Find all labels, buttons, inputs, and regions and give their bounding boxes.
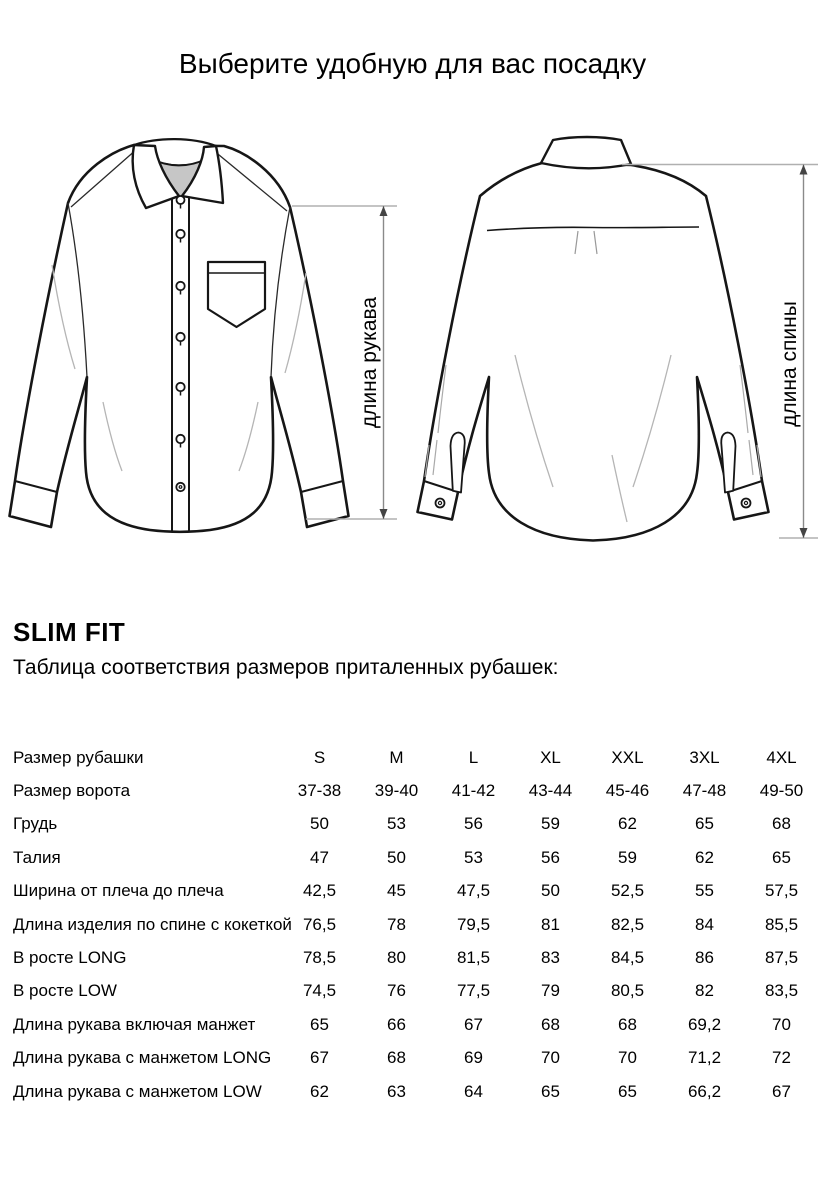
row-label: Длина рукава с манжетом LONG [13, 1048, 272, 1068]
table-cell: 85,5 [764, 914, 799, 934]
table-cell: 80,5 [610, 981, 645, 1001]
table-cell: 62 [618, 814, 637, 834]
table-cell: 47,5 [456, 881, 491, 901]
table-cell: 82 [695, 981, 714, 1001]
table-cell: 47 [310, 847, 329, 867]
table-cell: 66 [387, 1014, 406, 1034]
table-cell: 86 [695, 948, 714, 968]
table-cell: 59 [541, 814, 560, 834]
table-cell: 68 [772, 814, 791, 834]
table-cell: 81,5 [456, 948, 491, 968]
table-cell: 45 [387, 881, 406, 901]
table-cell: XXL [611, 747, 644, 767]
table-cell: 84 [695, 914, 714, 934]
table-cell: 76 [387, 981, 406, 1001]
table-cell: 50 [387, 847, 406, 867]
table-row [13, 841, 823, 874]
table-cell: XL [540, 747, 561, 767]
table-cell: 69 [464, 1048, 483, 1068]
table-cell: 72 [772, 1048, 791, 1068]
cuff-placket [721, 433, 735, 493]
table-cell: 41-42 [451, 781, 496, 801]
table-cell: 77,5 [456, 981, 491, 1001]
table-cell: 49-50 [759, 781, 804, 801]
table-cell: 78,5 [302, 948, 337, 968]
table-cell: 68 [387, 1048, 406, 1068]
table-row [13, 741, 823, 774]
table-cell: 69,2 [687, 1014, 722, 1034]
section-heading-slim-fit: SLIM FIT [13, 617, 126, 647]
cuff-placket [451, 433, 465, 493]
table-cell: 70 [618, 1048, 637, 1068]
row-label: Длина рукава с манжетом LOW [13, 1081, 262, 1101]
table-cell: 66,2 [687, 1081, 722, 1101]
table-row [13, 1008, 823, 1041]
table-cell: 39-40 [374, 781, 419, 801]
table-cell: 71,2 [687, 1048, 722, 1068]
row-label: Размер рубашки [13, 747, 144, 767]
table-cell: 82,5 [610, 914, 645, 934]
table-cell: 53 [387, 814, 406, 834]
table-cell: 50 [541, 881, 560, 901]
table-cell: 67 [464, 1014, 483, 1034]
table-cell: 47-48 [682, 781, 727, 801]
page-title: Выберите удобную для вас посадку [178, 48, 647, 79]
table-row [13, 1042, 823, 1075]
table-cell: 43-44 [528, 781, 573, 801]
table-cell: 57,5 [764, 881, 799, 901]
row-label: Грудь [13, 814, 58, 834]
arrow-down-icon [800, 528, 808, 538]
arrow-down-icon [380, 509, 388, 519]
table-cell: 45-46 [605, 781, 650, 801]
table-cell: 67 [310, 1048, 329, 1068]
shirt-fit-diagram [0, 115, 825, 570]
table-cell: 79 [541, 981, 560, 1001]
table-cell: 63 [387, 1081, 406, 1101]
table-cell: 76,5 [302, 914, 337, 934]
table-cell: 65 [541, 1081, 560, 1101]
table-cell: 53 [464, 847, 483, 867]
back-shirt-drawing [418, 137, 769, 541]
table-cell: 65 [310, 1014, 329, 1034]
table-cell: 70 [541, 1048, 560, 1068]
table-cell: 65 [618, 1081, 637, 1101]
table-cell: 87,5 [764, 948, 799, 968]
table-cell: 55 [695, 881, 714, 901]
table-cell: M [389, 747, 404, 767]
row-label: В росте LOW [13, 981, 117, 1001]
table-cell: 56 [541, 847, 560, 867]
table-row [13, 975, 823, 1008]
front-shirt-drawing [10, 139, 349, 532]
table-cell: 83,5 [764, 981, 799, 1001]
table-cell: 79,5 [456, 914, 491, 934]
table-cell: 84,5 [610, 948, 645, 968]
row-label: Длина рукава включая манжет [13, 1014, 256, 1034]
table-row [13, 1075, 823, 1108]
arrow-up-icon [380, 206, 388, 216]
sleeve-length-label: длина рукава [358, 296, 381, 429]
table-cell: L [468, 747, 479, 767]
row-label: Длина изделия по спине с кокеткой [13, 914, 292, 934]
row-label: В росте LONG [13, 948, 127, 968]
table-caption: Таблица соответствия размеров приталенных рубашек: [13, 656, 559, 679]
row-label: Ширина от плеча до плеча [13, 881, 224, 901]
table-row [13, 774, 823, 807]
table-cell: 42,5 [302, 881, 337, 901]
back-shirt-body [418, 163, 769, 541]
table-cell: 56 [464, 814, 483, 834]
row-label: Размер ворота [13, 781, 131, 801]
table-row [13, 908, 823, 941]
table-cell: 74,5 [302, 981, 337, 1001]
table-cell: 52,5 [610, 881, 645, 901]
table-cell: 65 [695, 814, 714, 834]
table-cell: 78 [387, 914, 406, 934]
back-collar [541, 137, 631, 168]
row-label: Талия [13, 847, 61, 867]
back-length-label: длина спины [778, 301, 801, 427]
table-cell: 67 [772, 1081, 791, 1101]
table-cell: 68 [618, 1014, 637, 1034]
table-cell: S [313, 747, 326, 767]
table-cell: 68 [541, 1014, 560, 1034]
arrow-up-icon [800, 165, 808, 175]
table-cell: 83 [541, 948, 560, 968]
table-cell: 65 [772, 847, 791, 867]
table-cell: 70 [772, 1014, 791, 1034]
size-table [13, 741, 823, 1108]
table-row [13, 808, 823, 841]
table-row [13, 875, 823, 908]
table-cell: 62 [695, 847, 714, 867]
table-cell: 80 [387, 948, 406, 968]
table-cell: 37-38 [297, 781, 342, 801]
table-cell: 4XL [766, 747, 797, 767]
table-cell: 59 [618, 847, 637, 867]
table-cell: 50 [310, 814, 329, 834]
table-cell: 64 [464, 1081, 483, 1101]
table-cell: 81 [541, 914, 560, 934]
table-cell: 62 [310, 1081, 329, 1101]
table-row [13, 941, 823, 974]
table-cell: 3XL [689, 747, 720, 767]
